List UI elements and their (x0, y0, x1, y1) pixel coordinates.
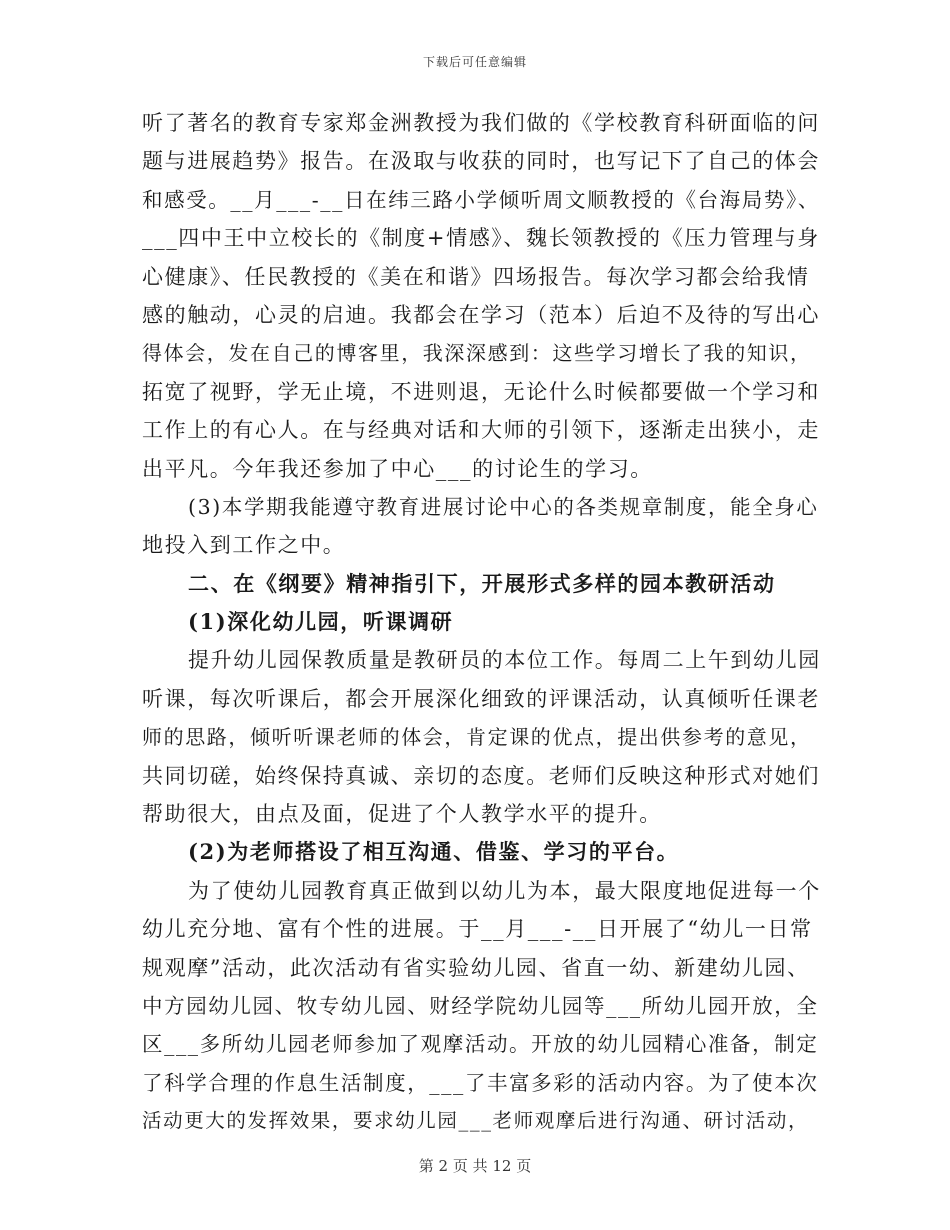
body-line: 工作上的有心人。在与经典对话和大师的引领下，逐渐走出狭小，走 (142, 418, 820, 443)
body-line: 了科学合理的作息生活制度，___了丰富多彩的活动内容。为了使本次 (142, 1070, 819, 1095)
document-body (142, 104, 822, 1141)
body-line: 题与进展趋势》报告。在汲取与收获的同时，也写记下了自己的体会 (142, 149, 820, 174)
body-line: 得体会，发在自己的博客里，我深深感到：这些学习增长了我的知识， (142, 341, 812, 366)
body-line: 帮助很大，由点及面，促进了个人教学水平的提升。 (142, 802, 662, 827)
body-line: 地投入到工作之中。 (142, 533, 346, 558)
body-line: 出平凡。今年我还参加了中心___的讨论生的学习。 (142, 456, 653, 481)
body-line: 幼儿充分地、富有个性的进展。于__月___-__日开展了“幼儿一日常 (142, 917, 813, 942)
body-line: 共同切磋，始终保持真诚、亲切的态度。老师们反映这种形式对她们 (142, 763, 820, 788)
section-heading: 二、在《纲要》精神指引下，开展形式多样的园本教研活动 (188, 570, 776, 596)
body-line: 听了著名的教育专家郑金洲教授为我们做的《学校教育科研面临的问 (142, 111, 820, 135)
body-line: 规观摩”活动，此次活动有省实验幼儿园、省直一幼、新建幼儿园、 (142, 955, 810, 980)
body-line: 提升幼儿园保教质量是教研员的本位工作。每周二上午到幼儿园 (188, 648, 821, 673)
subsection-heading: (1)深化幼儿园，听课调研 (188, 609, 454, 635)
body-line: 心健康》、任民教授的《美在和谐》四场报告。每次学习都会给我情 (142, 264, 810, 289)
body-line: 师的思路，倾听听课老师的体会，肯定课的优点，提出供参考的意见， (142, 725, 812, 750)
body-line: 为了使幼儿园教育真正做到以幼儿为本，最大限度地促进每一个 (188, 878, 821, 903)
header-note: 下载后可任意编辑 (422, 55, 527, 69)
body-line: 活动更大的发挥效果，要求幼儿园___老师观摩后进行沟通、研讨活动， (142, 1109, 810, 1133)
body-line: ___四中王中立校长的《制度+情感》、魏长领教授的《压力管理与身 (142, 226, 820, 251)
body-line: 拓宽了视野，学无止境，不进则退，无论什么时候都要做一个学习和 (142, 379, 820, 404)
body-line: 听课，每次听课后，都会开展深化细致的评课活动，认真倾听任课老 (142, 686, 820, 711)
body-line: 中方园幼儿园、牧专幼儿园、财经学院幼儿园等___所幼儿园开放，全 (142, 993, 819, 1018)
body-line: 和感受。__月___-__日在纬三路小学倾听周文顺教授的《台海局势》、 (142, 187, 820, 212)
body-line: (3)本学期我能遵守教育进展讨论中心的各类规章制度，能全身心 (188, 494, 819, 519)
body-line: 区___多所幼儿园老师参加了观摩活动。开放的幼儿园精心准备，制定 (142, 1032, 819, 1057)
body-line: 感的触动，心灵的启迪。我都会在学习（范本）后迫不及待的写出心 (142, 302, 820, 327)
page-number: 第 2 页 共 12 页 (418, 1157, 532, 1175)
subsection-heading: (2)为老师搭设了相互沟通、借鉴、学习的平台。 (188, 839, 680, 865)
